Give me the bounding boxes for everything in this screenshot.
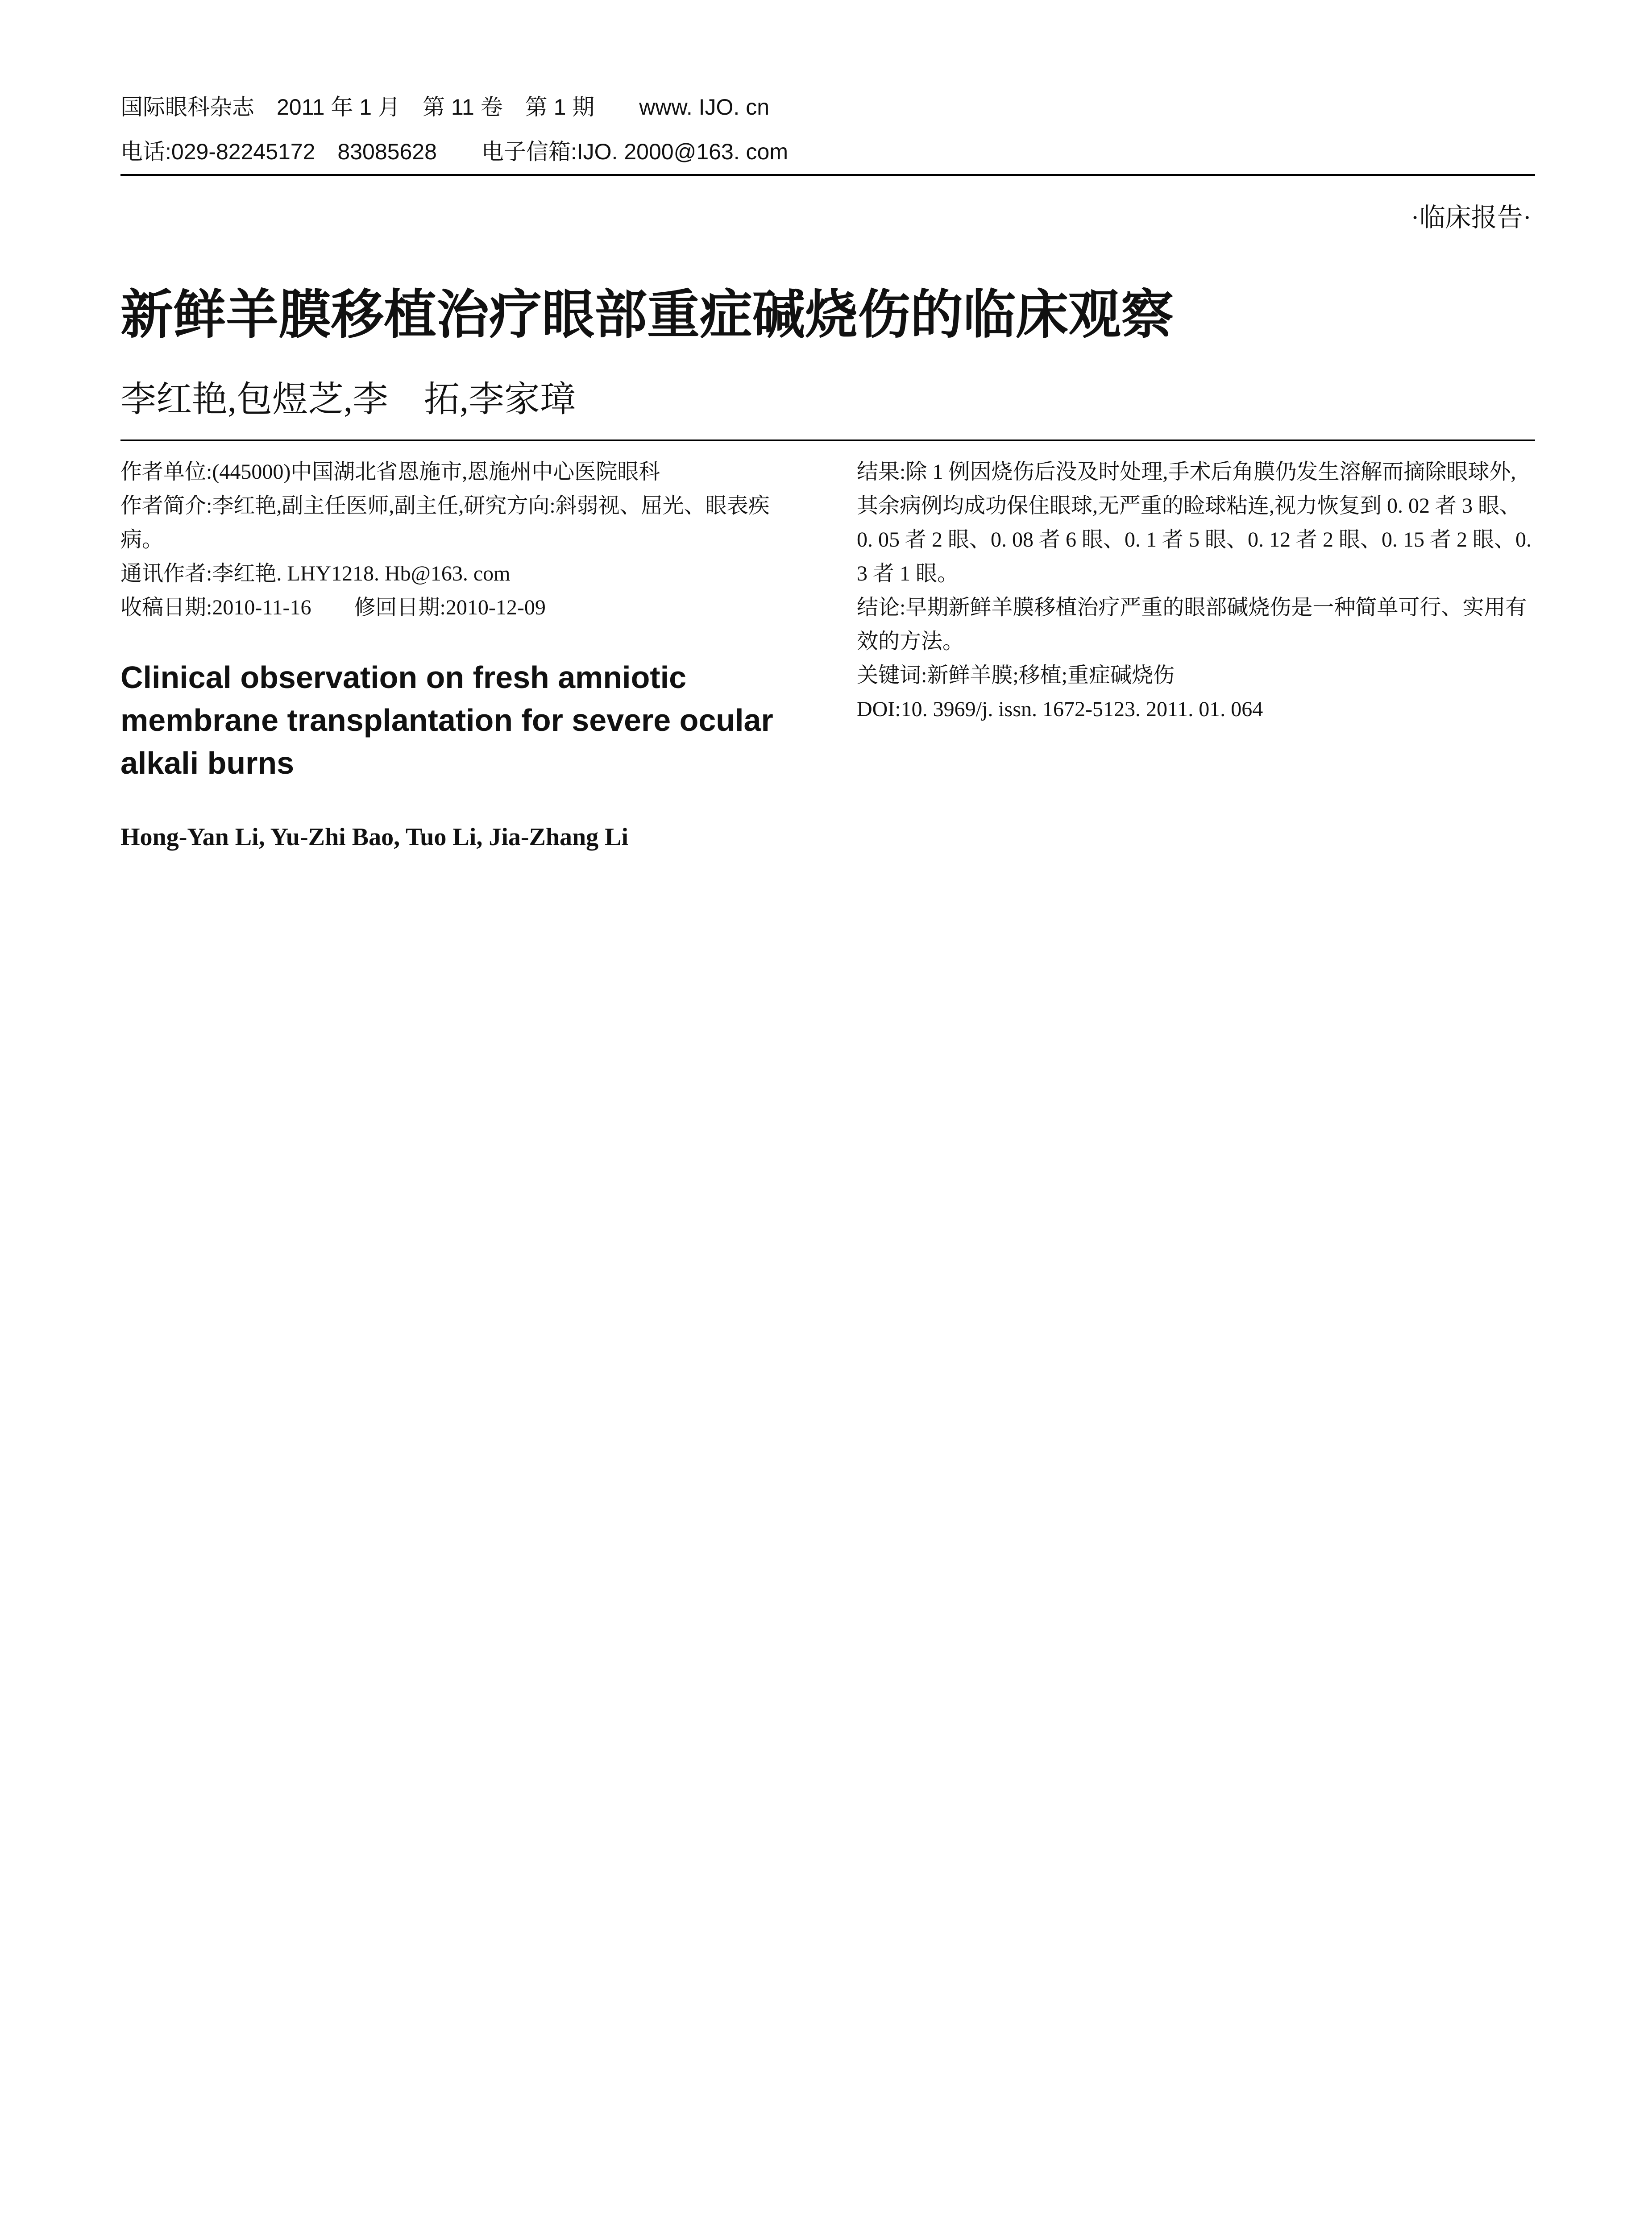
left-column — [120, 455, 808, 854]
results-para: 结果:除 1 例因烧伤后没及时处理,手术后角膜仍发生溶解而摘除眼球外,其余病例均成功保住眼球,无严重的睑球粘连,视力恢复到 0. 02 者 3 眼、0. 05 者 2 眼、0. 08 者 6 眼、0. 1 者 5 眼、0. 12 者 2 眼、0. 15 者 2 眼、0. 3 者 1 眼。 — [857, 460, 1532, 585]
journal-contact: 电话:029-82245172 83085628 电子信箱:IJO. 2000@163. com — [120, 139, 788, 164]
header-rule — [120, 174, 1535, 176]
keywords: 关键词:新鲜羊膜;移植;重症碱烧伤 — [857, 663, 1175, 687]
article-title: 新鲜羊膜移植治疗眼部重症碱烧伤的临床观察 — [120, 286, 1174, 344]
journal-header: 国际眼科杂志 2011 年 1 月 第 11 卷 第 1 期 www. IJO. cn — [120, 95, 770, 120]
dates: 收稿日期:2010-11-16 修回日期:2010-12-09 — [120, 596, 546, 619]
correspondence: 通讯作者:李红艳. LHY1218. Hb@163. com — [120, 562, 511, 585]
section-label: ·临床报告· — [1411, 203, 1532, 232]
english-authors: Hong-Yan Li, Yu-Zhi Bao, Tuo Li, Jia-Zhang Li — [120, 823, 629, 851]
conclusion-para: 结论:早期新鲜羊膜移植治疗严重的眼部碱烧伤是一种简单可行、实用有效的方法。 — [857, 596, 1527, 653]
right-column — [857, 455, 1535, 726]
affiliation: 作者单位:(445000)中国湖北省恩施市,恩施州中心医院眼科 — [120, 460, 660, 484]
author-bio: 作者简介:李红艳,副主任医师,副主任,研究方向:斜弱视、屈光、眼表疾病。 — [120, 494, 770, 552]
doi: DOI:10. 3969/j. issn. 1672-5123. 2011. 01. 064 — [857, 697, 1263, 721]
english-title: Clinical observation on fresh amniotic membrane transplantation for severe ocular alkali burns — [120, 660, 773, 780]
author-list: 李红艳,包煜芝,李 拓,李家璋 — [120, 380, 576, 419]
title-rule — [120, 440, 1535, 441]
